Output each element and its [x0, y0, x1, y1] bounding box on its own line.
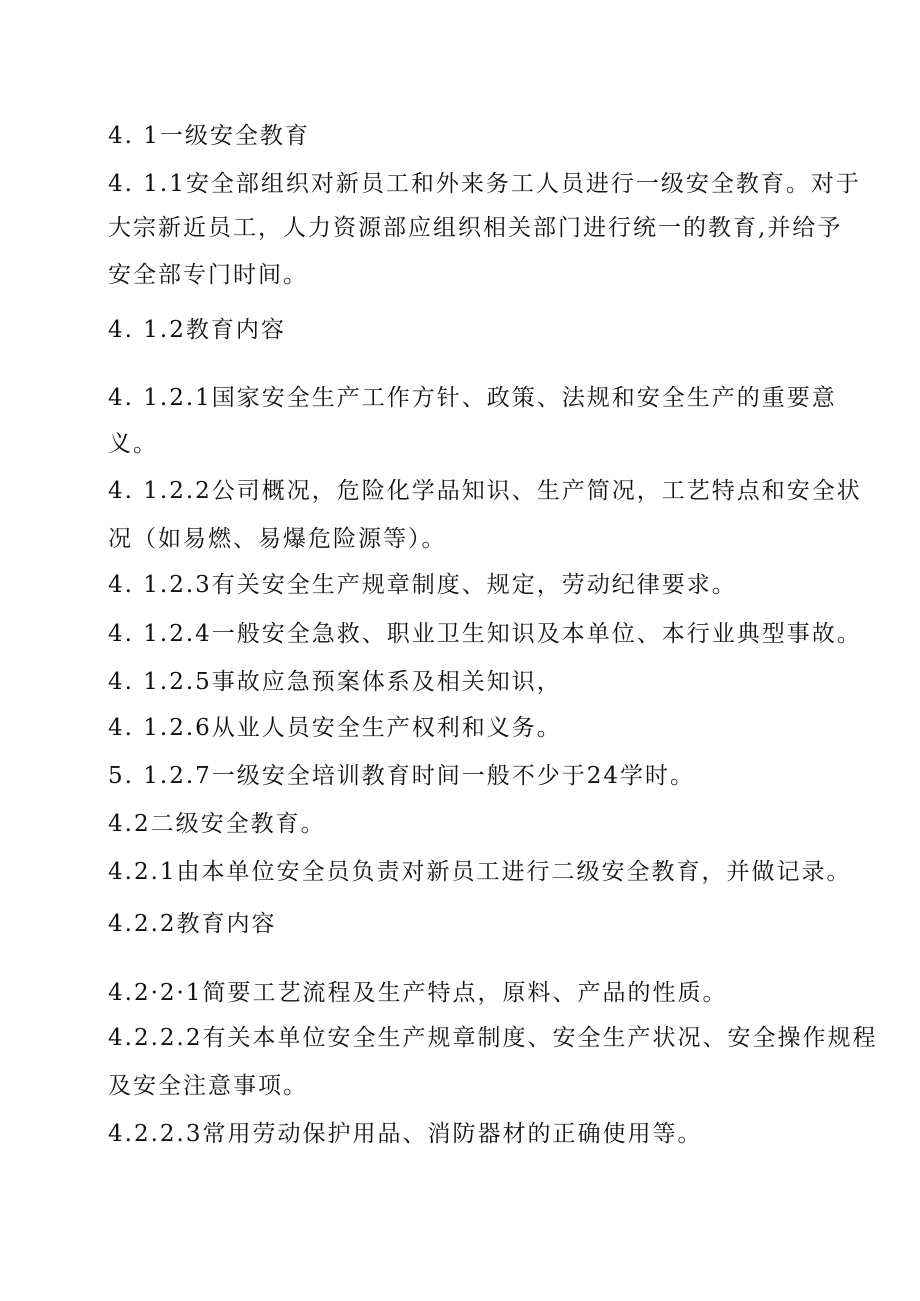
item-4-1-2-1-line-1: 4. 1.2.1国家安全生产工作方针、政策、法规和安全生产的重要意 — [108, 385, 837, 411]
heading-4-1: 4. 1一级安全教育 — [108, 123, 310, 149]
item-4-1-2-5: 4. 1.2.5事故应急预案体系及相关知识， — [108, 669, 562, 695]
item-4-1-2-4: 4. 1.2.4一般安全急救、职业卫生知识及本单位、本行业典型事故。 — [108, 621, 862, 647]
item-4-1-2-2-line-2: 况（如易燃、易爆危险源等）。 — [108, 526, 447, 552]
heading-4-2-2: 4.2.2教育内容 — [108, 911, 277, 937]
paragraph-4-1-1-line-3: 安全部专门时间。 — [108, 262, 308, 288]
heading-4-2: 4.2二级安全教育。 — [108, 811, 326, 837]
paragraph-4-2-1: 4.2.1由本单位安全员负责对新员工进行二级安全教育，并做记录。 — [108, 859, 852, 885]
item-4-2-2-2-line-2: 及安全注意事项。 — [108, 1073, 308, 1099]
item-4-1-2-3: 4. 1.2.3有关安全生产规章制度、规定，劳动纪律要求。 — [108, 572, 737, 598]
item-5-1-2-7: 5. 1.2.7一级安全培训教育时间一般不少于24学时。 — [108, 763, 696, 789]
paragraph-4-1-1-line-1: 4. 1.1安全部组织对新员工和外来务工人员进行一级安全教育。对于 — [108, 171, 861, 197]
item-4-1-2-2-line-1: 4. 1.2.2公司概况，危险化学品知识、生产简况，工艺特点和安全状 — [108, 478, 862, 504]
heading-4-1-2: 4. 1.2教育内容 — [108, 317, 286, 343]
item-4-1-2-6: 4. 1.2.6从业人员安全生产权利和义务。 — [108, 715, 562, 741]
item-4-2-2-1: 4.2·2·1简要工艺流程及生产特点，原料、产品的性质。 — [108, 980, 728, 1006]
item-4-2-2-2-line-1: 4.2.2.2有关本单位安全生产规章制度、安全生产状况、安全操作规程 — [108, 1025, 878, 1051]
paragraph-4-1-1-line-2: 大宗新近员工，人力资源部应组织相关部门进行统一的教育,并给予 — [108, 215, 843, 241]
item-4-1-2-1-line-2: 义。 — [108, 431, 158, 457]
item-4-2-2-3: 4.2.2.3常用劳动保护用品、消防器材的正确使用等。 — [108, 1121, 703, 1147]
